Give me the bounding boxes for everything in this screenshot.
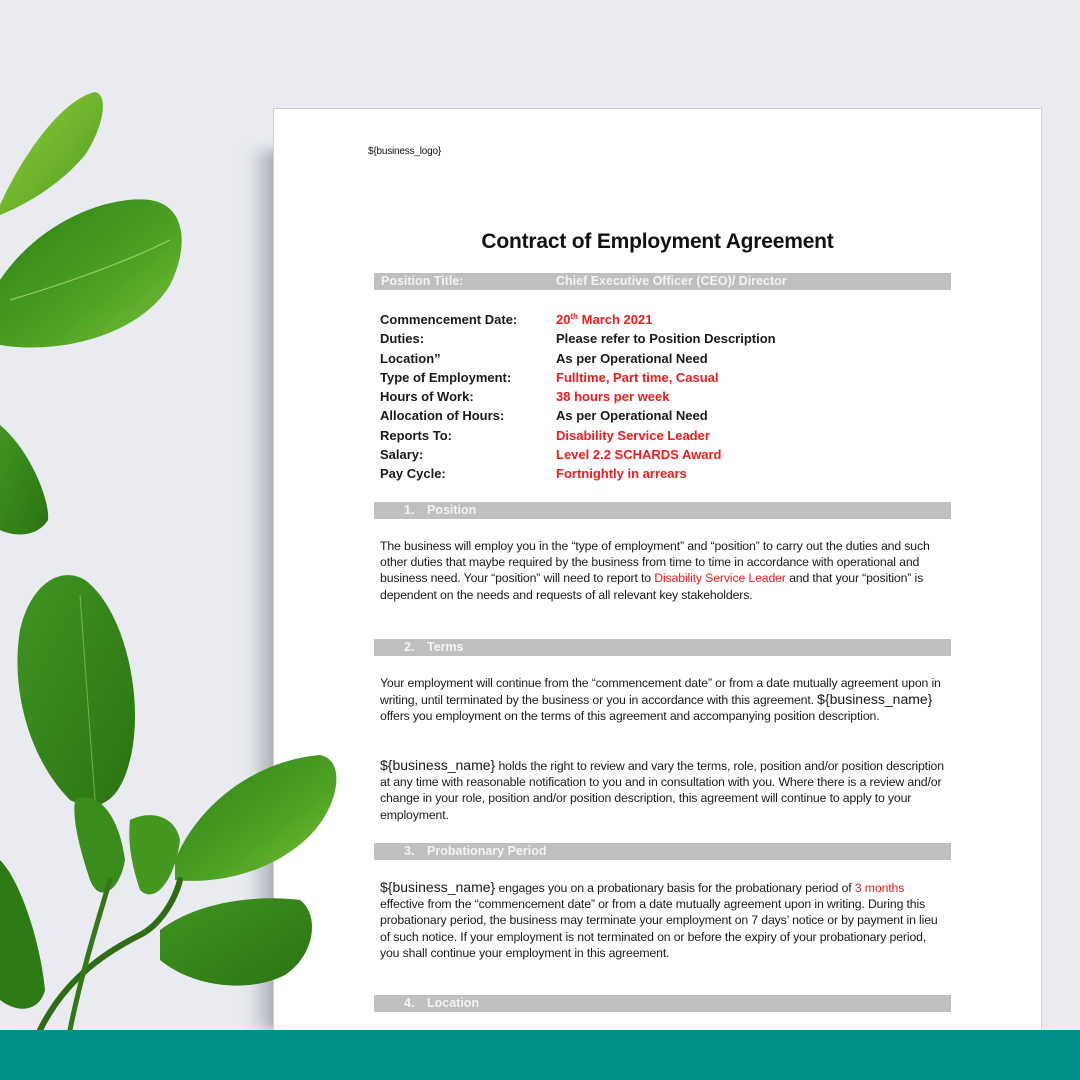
document-page [273,108,1042,1080]
business-logo-placeholder: ${business_logo} [368,146,441,157]
detail-row-salary [380,445,860,464]
detail-row-type-of-employment [380,368,860,387]
section-number: 3. [404,844,415,858]
section-title: Location [427,996,480,1010]
red-highlight: 3 months [854,881,905,895]
section-paragraph: Your employment will continue from the “commencement date” or from a date mutually agreement upon in writing, until terminated by the business or you in accordance with this agreement. ${business_name} offers you employment on the terms of this agreement and accompanying position description. [380,676,941,724]
section-header-terms [374,639,951,656]
detail-value: 38 hours per week [556,389,670,405]
detail-row-duties [380,329,860,348]
detail-label: Reports To: [380,427,452,443]
accent-band [0,1030,1080,1080]
section-header-location [374,995,951,1012]
section-title: Terms [427,640,464,654]
business-name-placeholder: ${business_name} [380,757,496,773]
section-number: 1. [404,503,415,517]
section-number: 4. [404,996,415,1010]
detail-label: Salary: [380,447,424,463]
section-paragraph: ${business_name} engages you on a probationary basis for the probationary period of 3 months effective from the “commencement date” or from a date mutually agreement upon in writing. During this probationary period, the business may terminate your employment on 7 days’ notice or by payment in lieu of such notice. If your employment is not terminated on or before the expiry of your probationary period, you shall continue your employment in this agreement. [380,879,938,960]
detail-label: Location” [380,350,441,366]
detail-row-commencement-date [380,310,860,329]
detail-label: Type of Employment: [380,369,512,385]
detail-label: Allocation of Hours: [380,408,505,424]
detail-row-location [380,349,860,368]
detail-value: Level 2.2 SCHARDS Award [556,447,722,463]
section-paragraph: The business will employ you in the “type of employment” and “position” to carry out the duties and such other duties that maybe required by the business from time to time in accordance with operational and business need. Your “position” will need to report to Disability Service Leader and that your “position” is dependent on the needs and requests of all relevant key stakeholders. [380,539,930,602]
section-paragraph: ${business_name} holds the right to review and vary the terms, role, position and/or position description at any time with reasonable notification to you and in consultation with you. Where there is a review and/or change in your role, position and/or position description, this agreement will continue to apply to your employment. [380,757,944,822]
red-highlight: Disability Service Leader [654,571,786,586]
detail-row-reports-to [380,426,860,445]
detail-row-allocation-of-hours [380,406,860,425]
section-number: 2. [404,640,415,654]
section-title: Probationary Period [427,844,547,858]
detail-value: As per Operational Need [556,350,708,366]
detail-label: Commencement Date: [380,312,518,327]
detail-value: Fortnightly in arrears [556,466,687,482]
detail-value: Disability Service Leader [556,427,710,443]
detail-value: Fulltime, Part time, Casual [556,369,719,385]
section-header-position [374,502,951,519]
section-title: Position [427,503,477,517]
detail-label: Duties: [380,331,425,347]
detail-row-hours-of-work [380,387,860,406]
position-title-value: Chief Executive Officer (CEO)/ Director [556,274,787,288]
business-name-placeholder: ${business_name} [817,691,933,708]
detail-value: 20th March 2021 [556,312,653,327]
section-header-probationary-period [374,843,951,860]
detail-label: Hours of Work: [380,389,474,405]
position-title-bar [374,273,951,290]
detail-label: Pay Cycle: [380,466,446,482]
detail-value: As per Operational Need [556,408,708,424]
detail-value: Please refer to Position Description [556,331,776,347]
employment-details [380,310,860,484]
detail-row-pay-cycle [380,464,860,483]
document-title: Contract of Employment Agreement [481,230,834,253]
position-title-label: Position Title: [381,274,464,288]
business-name-placeholder: ${business_name} [380,879,496,895]
